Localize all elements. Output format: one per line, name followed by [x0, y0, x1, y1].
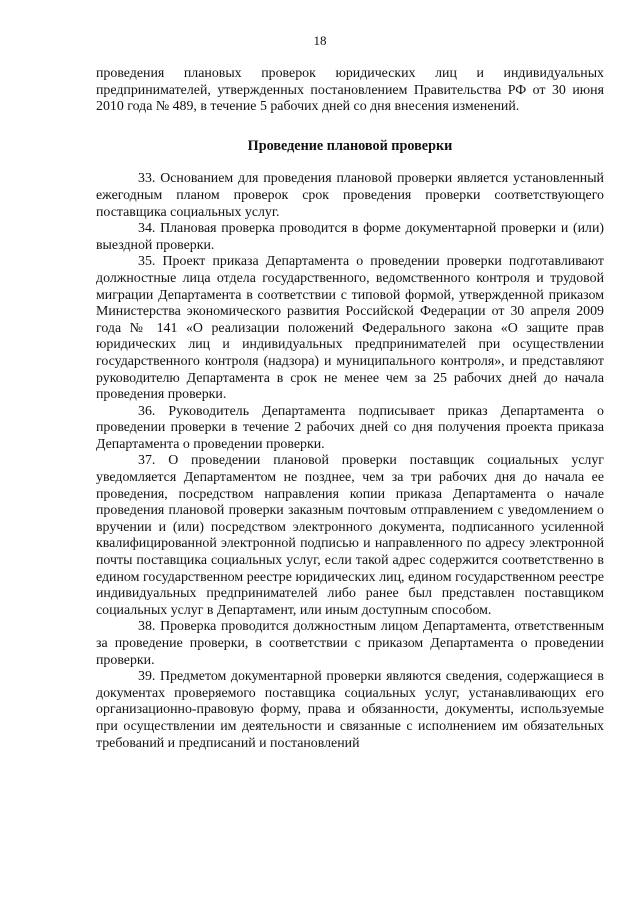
document-body	[96, 66, 604, 752]
section-heading: Проведение плановой проверки	[247, 137, 453, 154]
paragraph-35: 35. Проект приказа Департамента о проведении проверки подготавливают должностные лица отдела государственного, ведомственного контроля и трудовой миграции Департамента в соответствии с типовой формой, утвержденной приказом Министерства экономического развития Российской Федерации от 30 апреля 2009 года № 141 «О реализации положений Федерального закона «О защите прав юридических лиц и индивидуальных предпринимателей при осуществлении государственного контроля (надзора) и муниципального контроля», и представляют руководителю Департамента в срок не менее чем за 25 рабочих дней до начала проведения проверки.	[96, 254, 604, 403]
continuation-paragraph: проведения плановых проверок юридических лиц и индивидуальных предпринимателей, утвержденных постановлением Правительства РФ от 30 июня 2010 года № 489, в течение 5 рабочих дней со дня внесения изменений.	[96, 66, 604, 115]
paragraph-33: 33. Основанием для проведения плановой проверки является установленный ежегодным планом проверок срок проведения проверки соответствующего поставщика социальных услуг.	[96, 171, 604, 220]
paragraph-39: 39. Предметом документарной проверки являются сведения, содержащиеся в документах проверяемого поставщика социальных услуг, устанавливающих его организационно-правовую форму, права и обязанности, документы, используемые при осуществлении им деятельности и связанные с исполнением им обязательных требований и предписаний и постановлений	[96, 669, 604, 751]
paragraph-38: 38. Проверка проводится должностным лицом Департамента, ответственным за проведение проверки, в соответствии с приказом Департамента о проведении проверки.	[96, 619, 604, 668]
page-number: 18	[313, 33, 327, 48]
paragraph-36: 36. Руководитель Департамента подписывает приказ Департамента о проведении проверки в течение 2 рабочих дней со дня получения проекта приказа Департамента о проведении проверки.	[96, 403, 604, 452]
paragraph-34: 34. Плановая проверка проводится в форме документарной проверки и (или) выездной проверки.	[96, 221, 604, 253]
paragraph-37: 37. О проведении плановой проверки поставщик социальных услуг уведомляется Департаментом не позднее, чем за три рабочих дня до начала ее проведения, посредством направления копии приказа Департамента о начале проведения плановой проверки заказным почтовым отправлением с уведомлением о вручении и (или) посредством электронного документа, подписанного усиленной квалифицированной электронной подписью и направленного по адресу электронной почты поставщика социальных услуг, если такой адрес содержится соответственно в едином государственном реестре юридических лиц, едином государственном реестре индивидуальных предпринимателей либо ранее был представлен поставщиком социальных услуг в Департамент, или иным доступным способом.	[96, 453, 604, 618]
